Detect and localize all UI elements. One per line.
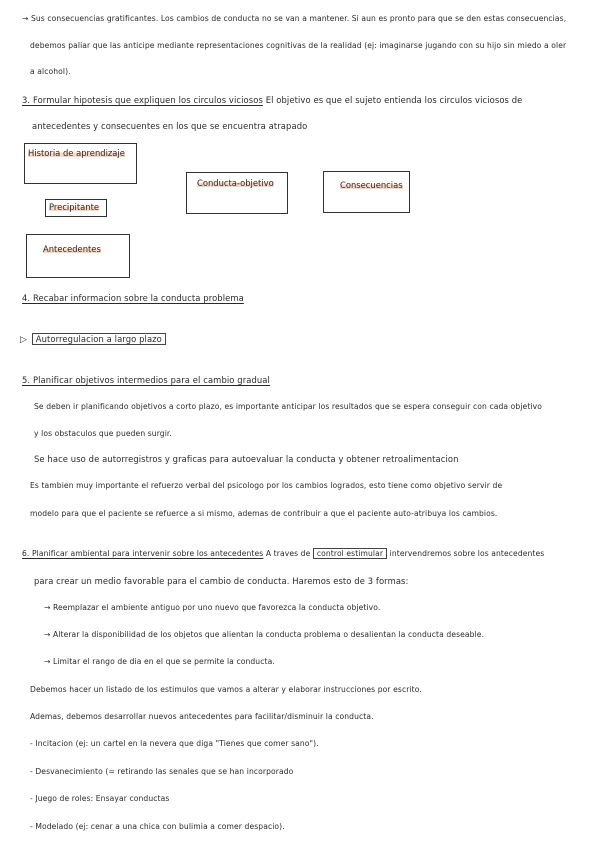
historia-label: Historia de aprendizaje [28, 148, 125, 158]
section-4-item [20, 333, 166, 346]
section-6-bullet-2: - Desvanecimiento (= retirando las senales que se han incorporado [30, 767, 294, 776]
section-6-arrow-2 [44, 629, 484, 641]
section-6-arrow-3 [44, 656, 275, 668]
section-6-bullet-1: - Incitacion (ej: un cartel en la nevera que diga "Tienes que comer sano"). [30, 739, 319, 748]
section-4-heading-line [22, 292, 244, 304]
precipitante-label: Precipitante [49, 202, 100, 212]
section-5-heading: 5. Planificar objetivos intermedios para el cambio gradual [22, 375, 270, 385]
conducta-objetivo-label: Conducta-objetivo [197, 178, 274, 188]
triangle-right-icon: ▷ [20, 335, 28, 345]
section-6-line-1 [22, 548, 544, 560]
section-6-bullet-3: - Juego de roles: Ensayar conductas [30, 794, 170, 803]
section-5-p1a: Se deben ir planificando objetivos a corto plazo, es importante anticipar los resultados que se espera conseguir con cada objetivo [34, 402, 542, 411]
antecedentes-box [26, 234, 130, 278]
section-3-line-1 [22, 94, 522, 106]
precipitante-box [45, 199, 107, 217]
section-6-arrow-1 [44, 602, 380, 614]
conducta-objetivo-box [186, 172, 288, 214]
arrow-right-icon: → [44, 657, 51, 666]
section-6-heading: 6. Planificar ambiental para intervenir sobre los antecedentes [22, 549, 264, 558]
section-6-p1: Debemos hacer un listado de los estimulos que vamos a alterar y elaborar instrucciones por escrito. [30, 685, 422, 694]
section-4-heading: 4. Recabar informacion sobre la conducta problema [22, 293, 244, 303]
historia-box [24, 143, 137, 184]
section-3-line-2: antecedentes y consecuentes en los que se encuentra atrapado [32, 121, 308, 131]
section-5-p1b: y los obstaculos que pueden surgir. [34, 429, 172, 438]
section-5-heading-line [22, 374, 270, 386]
intro-line-1: → Sus consecuencias gratificantes. Los cambios de conducta no se van a mantener. Si aun es pronto para que se den estas consecuencias, [22, 14, 567, 23]
section-5-p3b: modelo para que el paciente se refuerce a si mismo, ademas de contribuir a que el paciente auto-atribuya los cambios. [30, 509, 498, 518]
section-6-line-2: para crear un medio favorable para el cambio de conducta. Haremos esto de 3 formas: [34, 576, 409, 586]
arrow-right-icon: → [44, 630, 51, 639]
section-6-arrow-1-text: Reemplazar el ambiente antiguo por uno nuevo que favorezca la conducta objetivo. [52, 603, 381, 612]
section-6-bullet-4: - Modelado (ej: cenar a una chica con bulimia a comer despacio). [30, 822, 285, 831]
control-estimular-box: control estimular [313, 548, 387, 559]
section-5-p3a: Es tambien muy importante el refuerzo verbal del psicologo por los cambios logrados, esto tiene como objetivo servir de [30, 481, 503, 490]
antecedentes-label: Antecedentes [43, 244, 101, 254]
section-6-arrow-2-text: Alterar la disponibilidad de los objetos que alientan la conducta problema o desalientan la conducta deseable. [52, 630, 485, 639]
section-3-heading: 3. Formular hipotesis que expliquen los circulos viciosos [22, 95, 263, 105]
section-5-p2: Se hace uso de autorregistros y graficas para autoevaluar la conducta y obtener retroalimentacion [34, 454, 459, 464]
section-4-item-label: Autorregulacion a largo plazo [32, 333, 166, 345]
intro-line-2: debemos paliar que las anticipe mediante representaciones cognitivas de la realidad (ej: imaginarse jugando con su hijo sin miedo a oler [30, 41, 567, 50]
consecuencias-box [323, 171, 410, 213]
intro-line-3: a alcohol). [30, 67, 71, 76]
arrow-right-icon: → [44, 603, 51, 612]
section-6-p2: Ademas, debemos desarrollar nuevos antecedentes para facilitar/disminuir la conducta. [30, 712, 374, 721]
section-3-rest: El objetivo es que el sujeto entienda los circulos viciosos de [265, 95, 523, 105]
consecuencias-label: Consecuencias [340, 180, 403, 190]
section-6-mid: A traves de [265, 549, 311, 558]
section-6-arrow-3-text: Limitar el rango de dia en el que se permite la conducta. [52, 657, 275, 666]
section-6-rest: intervendremos sobre los antecedentes [389, 549, 545, 558]
